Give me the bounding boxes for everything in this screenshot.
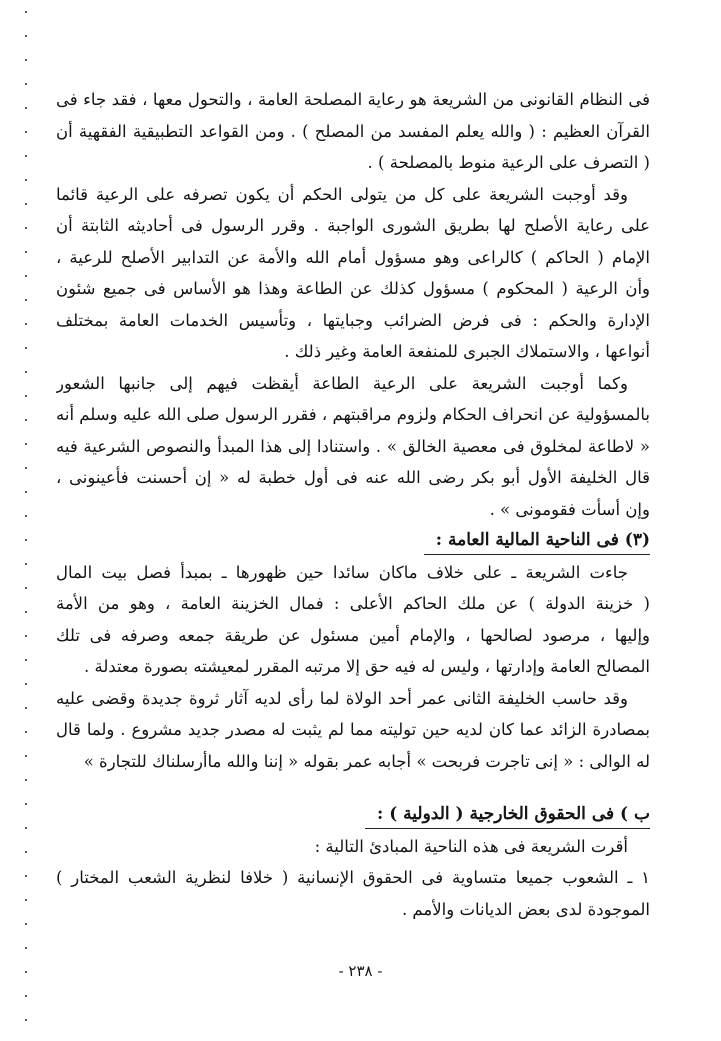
text-line: وقد أوجبت الشريعة على كل من يتولى الحكم أن يكون تصرفه على الرعية قائما bbox=[56, 184, 628, 204]
section-heading-text: (٣) فى الناحية المالية العامة : bbox=[424, 526, 650, 555]
text-line: وكما أوجبت الشريعة على الرعية الطاعة أيقظت فيهم إلى جانبها الشعور bbox=[56, 373, 628, 393]
text-line: ١ ـ الشعوب جميعا متساوية فى الحقوق الإنسانية ( خلافا لنظرية الشعب المختار ) bbox=[56, 868, 650, 887]
text-line: أقرت الشريعة فى هذه الناحية المبادئ التالية : bbox=[314, 836, 628, 856]
text-line: وقد حاسب الخليفة الثانى عمر أحد الولاة لما رأى لديه آثار ثروة جديدة وقضى عليه bbox=[56, 688, 628, 708]
text-line: المصالح العامة وإدارتها ، وليس له فيه حق إلا مرتبه المقرر لمعيشته بصورة معتدلة . bbox=[83, 657, 650, 676]
text-line: على رعاية الأصلح لها بطريق الشورى الواجبة . وقرر الرسول فى أحاديثه الثابتة أن bbox=[56, 216, 650, 235]
paragraph-7 bbox=[56, 862, 650, 925]
text-line: الإدارة والحكم : فى فرض الضرائب وجبايتها ، وتأسيس الخدمات العامة بمختلف bbox=[56, 310, 650, 330]
text-line: وإن أسأت فقومونى » . bbox=[489, 499, 650, 519]
section-gap bbox=[56, 777, 650, 799]
text-line: وإليها ، مرصود لصالحها ، والإمام أمين مسئول عن طريقة جمعه وصرفه فى تلك bbox=[56, 625, 650, 645]
text-line: ( خزينة الدولة ) عن ملك الحاكم الأعلى : فمال الخزينة العامة ، وهو من الأمة bbox=[56, 594, 650, 613]
paragraph-4 bbox=[56, 557, 650, 683]
text-line: ( التصرف على الرعية منوط بالمصلحة ) . bbox=[367, 153, 650, 172]
section-heading-financial bbox=[56, 525, 650, 557]
text-line: وأن الرعية ( المحكوم ) مسؤول كذلك عن الطاعة وهذا هو الأساس فى جميع شئون bbox=[56, 279, 650, 298]
text-line: فى النظام القانونى من الشريعة هو رعاية المصلحة العامة ، والتحول معها ، فقد جاء فى bbox=[56, 90, 650, 109]
document-page bbox=[56, 84, 650, 925]
text-line: جاءت الشريعة ـ على خلاف ماكان سائدا حين ظهورها ـ بمبدأ فصل بيت المال bbox=[56, 562, 628, 582]
text-line: الإمام ( الحاكم ) كالراعى وهو مسؤول أمام الله والأمة عن التدابير الأصلح للرعية ، bbox=[56, 247, 650, 267]
text-line: بالمسؤولية عن انحراف الحكام ولزوم مراقبتهم ، فقرر الرسول صلى الله عليه وسلم أنه bbox=[56, 405, 650, 424]
section-heading-international bbox=[56, 799, 650, 831]
text-line: له الوالى : « إنى تاجرت فربحت » أجابه عمر بقوله « إننا والله ماأرسلناك للتجارة » bbox=[83, 751, 650, 771]
paragraph-5 bbox=[56, 683, 650, 778]
paragraph-3 bbox=[56, 368, 650, 526]
paragraph-1 bbox=[56, 84, 650, 179]
paragraph-6 bbox=[56, 831, 650, 863]
text-line: « لاطاعة لمخلوق فى معصية الخالق » . واستنادا إلى هذا المبدأ والنصوص الشرعية فيه bbox=[56, 436, 650, 456]
text-line: بمصادرة الزائد عما كان لديه حين توليته مما لم يثبت له مصدر جديد مشروع . ولما قال bbox=[56, 720, 650, 739]
section-heading-text: ب ) فى الحقوق الخارجية ( الدولية ) : bbox=[365, 800, 650, 829]
text-line: القرآن العظيم : ( والله يعلم المفسد من المصلح ) . ومن القواعد التطبيقية الفقهية أن bbox=[56, 121, 650, 141]
page-number: - ٢٣٨ - bbox=[338, 962, 383, 980]
paragraph-2 bbox=[56, 179, 650, 368]
text-line: قال الخليفة الأول أبو بكر رضى الله عنه فى أول خطبة له « إن أحسنت فأعينونى ، bbox=[56, 468, 650, 487]
text-line: أنواعها ، والاستملاك الجبرى للمنفعة العامة وغير ذلك . bbox=[284, 342, 650, 361]
scan-binding-dots bbox=[24, 0, 28, 1041]
text-line: الموجودة لدى بعض الديانات والأمم . bbox=[401, 899, 650, 919]
